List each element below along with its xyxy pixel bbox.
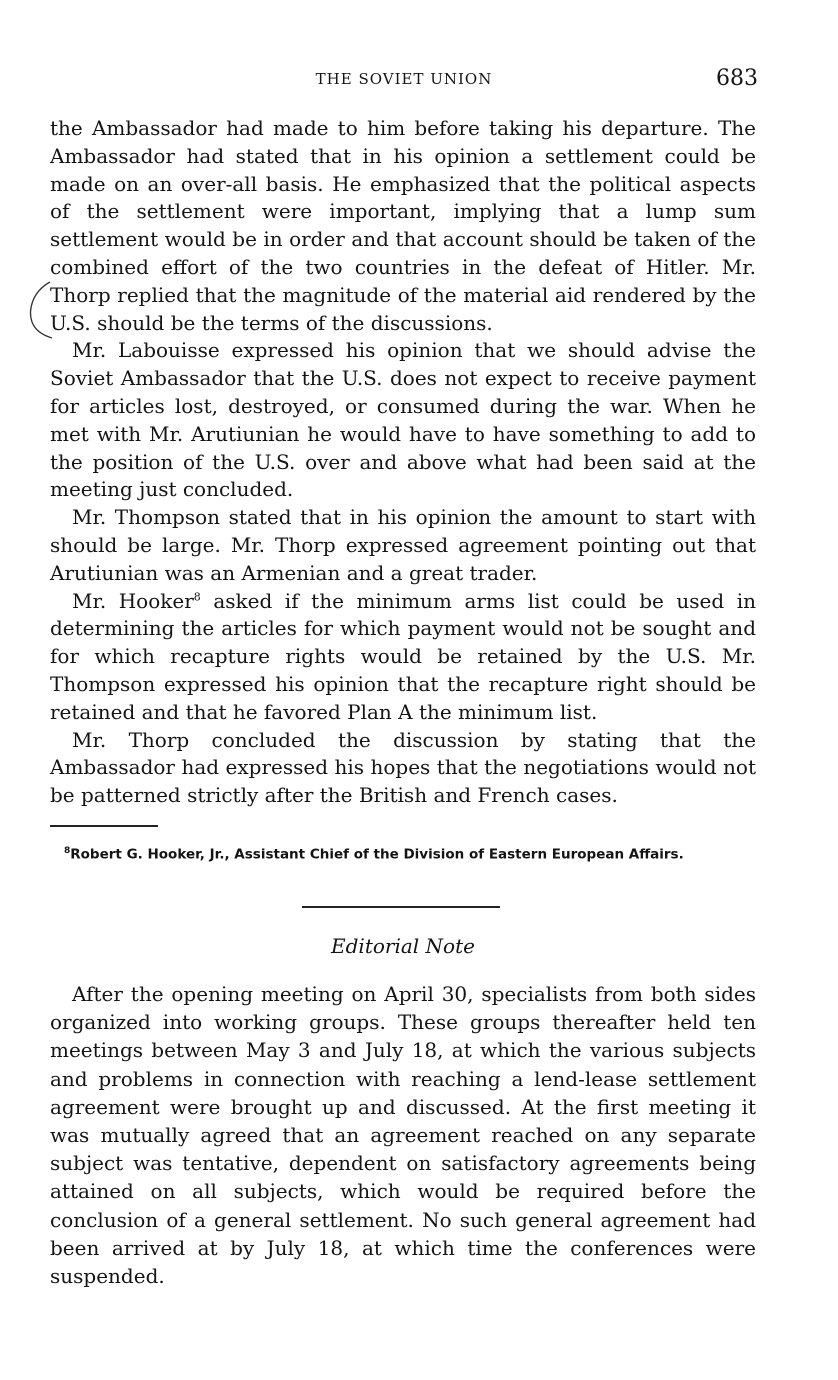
footnote-reference: 8	[193, 589, 201, 603]
paragraph-continuation: the Ambassador had made to him before taking his departure. The Ambassador had stated that in his opinion a settlement could be made on an over-all basis. He emphasized that the political aspects of the settlement were important, implying that a lump sum settlement would be in order and that account should be taken of the combined effort of the two countries in the defeat of Hitler. Mr. Thorp replied that the magnitude of the material aid rendered by the U.S. should be the terms of the discussions.	[50, 116, 756, 335]
footnote-divider	[50, 825, 158, 827]
paragraph-labouisse: Mr. Labouisse expressed his opinion that we should advise the Soviet Ambassador that the U.S. does not expect to receive payment for articles lost, destroyed, or consumed during the war. When he met with Mr. Arutiunian he would have to have something to add to the position of the U.S. over and above what had been said at the meeting just concluded.	[50, 338, 756, 502]
main-text	[50, 115, 756, 810]
section-divider	[302, 906, 500, 908]
footnote-text: Robert G. Hooker, Jr., Assistant Chief of the Division of Eastern European Affairs.	[70, 846, 684, 863]
paragraph-hooker	[50, 588, 756, 727]
page-number: 683	[716, 66, 758, 91]
footnote-number: 8	[64, 846, 71, 856]
paragraph-closing: Mr. Thorp concluded the discussion by stating that the Ambassador had expressed his hopes that the negotiations would not be patterned strictly after the British and French cases.	[50, 727, 756, 808]
running-head: THE SOVIET UNION	[315, 70, 493, 88]
page-header	[50, 66, 758, 96]
footnote	[50, 842, 756, 864]
hooker-text-start: Mr. Hooker	[72, 588, 194, 613]
hooker-text-rest: asked if the minimum arms list could be used in determining the articles for which payment would not be sought and for which recapture rights would be retained by the U.S. Mr. Thompson expressed his opinion that the recapture right should be retained and that he favored Plan A the minimum list.	[50, 588, 756, 724]
editorial-note-text: After the opening meeting on April 30, specialists from both sides organized into working groups. These groups thereafter held ten meetings between May 3 and July 18, at which the various subjects and problems in connection with reaching a lend-lease settlement agreement were brought up and discussed. At the first meeting it was mutually agreed that an agreement reached on any separate subject was tentative, dependent on satisfactory agreements being attained on all subjects, which would be required before the conclusion of a general settlement. No such general agreement had been arrived at by July 18, at which time the conferences were suspended.	[50, 982, 756, 1289]
section-title: Editorial Note	[331, 934, 475, 958]
paragraph-thompson: Mr. Thompson stated that in his opinion the amount to start with should be large. Mr. Thorp expressed agreement pointing out that Arutiunian was an Armenian and a great trader.	[50, 505, 756, 585]
